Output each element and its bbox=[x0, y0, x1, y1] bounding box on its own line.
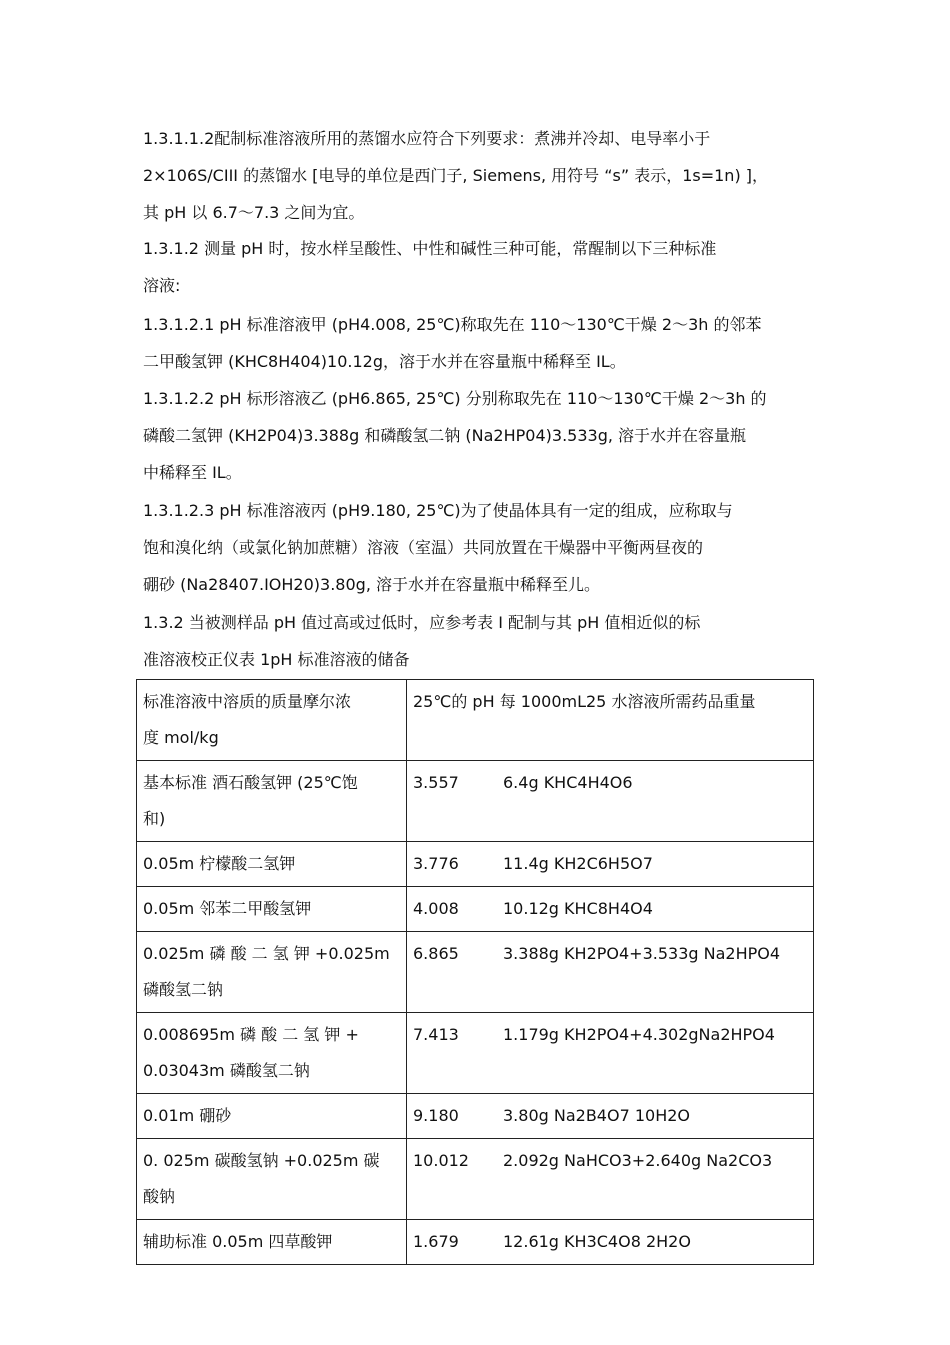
cell-solute bbox=[137, 761, 407, 842]
ph-value: 10.012 bbox=[413, 1151, 469, 1170]
cell-line: 度 mol/kg bbox=[143, 728, 219, 747]
cell-ph-weight bbox=[407, 932, 814, 1013]
cell-ph-weight bbox=[407, 887, 814, 932]
paragraph-1-3-1-2-3 bbox=[143, 492, 823, 603]
header-cell-ph-and-weight: 25℃的 pH 每 1000mL25 水溶液所需药品重量 bbox=[407, 680, 814, 761]
cell-line: 和) bbox=[143, 809, 166, 828]
ph-value: 1.679 bbox=[413, 1232, 459, 1251]
cell-solute bbox=[137, 1013, 407, 1094]
reagent-amount: 10.12g KHC8H4O4 bbox=[503, 899, 653, 918]
cell-ph-weight bbox=[407, 1220, 814, 1265]
text-line: 1.3.2 当被测样品 pH 值过高或过低时，应参考表 I 配制与其 pH 值相近似的标 bbox=[143, 613, 701, 632]
paragraph-1-3-1-1-2 bbox=[143, 120, 823, 231]
cell-solute bbox=[137, 887, 407, 932]
ph-value: 3.557 bbox=[413, 773, 459, 792]
text-line: 磷酸二氢钾 (KH2P04)3.388g 和磷酸氢二钠 (Na2HP04)3.533g, 溶于水并在容量瓶 bbox=[143, 426, 747, 445]
cell-solute bbox=[137, 842, 407, 887]
cell-solute bbox=[137, 1139, 407, 1220]
cell-line: 0.01m 硼砂 bbox=[143, 1106, 232, 1125]
text-line: 1.3.1.2.1 pH 标准溶液甲 (pH4.008, 25℃)称取先在 110～130℃干燥 2～3h 的邻苯 bbox=[143, 315, 762, 334]
paragraph-1-3-1-2-2 bbox=[143, 380, 823, 491]
text-line: 1.3.1.2.2 pH 标形溶液乙 (pH6.865, 25℃) 分别称取先在 110～130℃干燥 2～3h 的 bbox=[143, 389, 767, 408]
paragraph-1-3-2 bbox=[143, 604, 823, 678]
cell-line: 酸钠 bbox=[143, 1187, 176, 1206]
paragraph-1-3-1-2 bbox=[143, 230, 823, 304]
cell-line: 0.008695m 磷 酸 二 氢 钾 + bbox=[143, 1025, 359, 1044]
cell-line: 0.025m 磷 酸 二 氢 钾 +0.025m bbox=[143, 944, 390, 963]
ph-standard-solution-table bbox=[136, 679, 814, 1265]
text-line: 其 pH 以 6.7～7.3 之间为宜。 bbox=[143, 203, 365, 222]
cell-ph-weight bbox=[407, 842, 814, 887]
table-row bbox=[137, 1139, 814, 1220]
table-header-row bbox=[137, 680, 814, 761]
cell-line: 辅助标准 0.05m 四草酸钾 bbox=[143, 1232, 333, 1251]
table-row bbox=[137, 932, 814, 1013]
text-line: 1.3.1.2 测量 pH 时，按水样呈酸性、中性和碱性三种可能，常醒制以下三种标准 bbox=[143, 239, 717, 258]
text-line: 硼砂 (Na28407.IOH20)3.80g, 溶于水并在容量瓶中稀释至儿。 bbox=[143, 575, 600, 594]
cell-solute bbox=[137, 1094, 407, 1139]
text-line: 1.3.1.1.2配制标准溶液所用的蒸馏水应符合下列要求：煮沸并冷却、电导率小于 bbox=[143, 129, 711, 148]
table-row bbox=[137, 761, 814, 842]
cell-ph-weight bbox=[407, 761, 814, 842]
text-line: 准溶液校正仪表 1pH 标准溶液的储备 bbox=[143, 650, 410, 669]
cell-line: 基本标准 酒石酸氢钾 (25℃饱 bbox=[143, 773, 358, 792]
ph-value: 3.776 bbox=[413, 854, 459, 873]
cell-solute bbox=[137, 1220, 407, 1265]
text-line: 溶液: bbox=[143, 276, 181, 295]
ph-value: 6.865 bbox=[413, 944, 459, 963]
cell-line: 0.03043m 磷酸氢二钠 bbox=[143, 1061, 310, 1080]
table-row bbox=[137, 1220, 814, 1265]
reagent-amount: 3.388g KH2PO4+3.533g Na2HPO4 bbox=[503, 944, 781, 963]
header-cell-concentration bbox=[137, 680, 407, 761]
reagent-amount: 11.4g KH2C6H5O7 bbox=[503, 854, 653, 873]
reagent-amount: 12.61g KH3C4O8 2H2O bbox=[503, 1232, 691, 1251]
cell-ph-weight bbox=[407, 1013, 814, 1094]
table-row bbox=[137, 1094, 814, 1139]
ph-value: 9.180 bbox=[413, 1106, 459, 1125]
text-line: 1.3.1.2.3 pH 标准溶液丙 (pH9.180, 25℃)为了使晶体具有一定的组成，应称取与 bbox=[143, 501, 733, 520]
ph-value: 4.008 bbox=[413, 899, 459, 918]
paragraph-1-3-1-2-1 bbox=[143, 306, 823, 380]
reagent-amount: 1.179g KH2PO4+4.302gNa2HPO4 bbox=[503, 1025, 775, 1044]
text-line: 饱和溴化纳（或氯化钠加蔗糖）溶液（室温）共同放置在干燥器中平衡两昼夜的 bbox=[143, 538, 704, 557]
text-line: 二甲酸氢钾 (KHC8H404)10.12g，溶于水并在容量瓶中稀释至 IL。 bbox=[143, 352, 626, 371]
ph-value: 7.413 bbox=[413, 1025, 459, 1044]
cell-ph-weight bbox=[407, 1139, 814, 1220]
cell-line: 0.05m 柠檬酸二氢钾 bbox=[143, 854, 296, 873]
cell-line: 0.05m 邻苯二甲酸氢钾 bbox=[143, 899, 312, 918]
cell-line: 0. 025m 碳酸氢钠 +0.025m 碳 bbox=[143, 1151, 380, 1170]
reagent-amount: 3.80g Na2B4O7 10H2O bbox=[503, 1106, 690, 1125]
text-line: 2×106S/CIII 的蒸馏水 [电导的单位是西门子, Siemens, 用符号 “s” 表示，1s=1n) ]， bbox=[143, 166, 769, 185]
cell-solute bbox=[137, 932, 407, 1013]
cell-line: 标准溶液中溶质的质量摩尔浓 bbox=[143, 692, 352, 711]
table-row bbox=[137, 887, 814, 932]
cell-line: 磷酸氢二钠 bbox=[143, 980, 224, 999]
table-row bbox=[137, 1013, 814, 1094]
text-line: 中稀释至 IL。 bbox=[143, 463, 242, 482]
table-row bbox=[137, 842, 814, 887]
cell-ph-weight bbox=[407, 1094, 814, 1139]
reagent-amount: 2.092g NaHCO3+2.640g Na2CO3 bbox=[503, 1151, 773, 1170]
reagent-amount: 6.4g KHC4H4O6 bbox=[503, 773, 633, 792]
